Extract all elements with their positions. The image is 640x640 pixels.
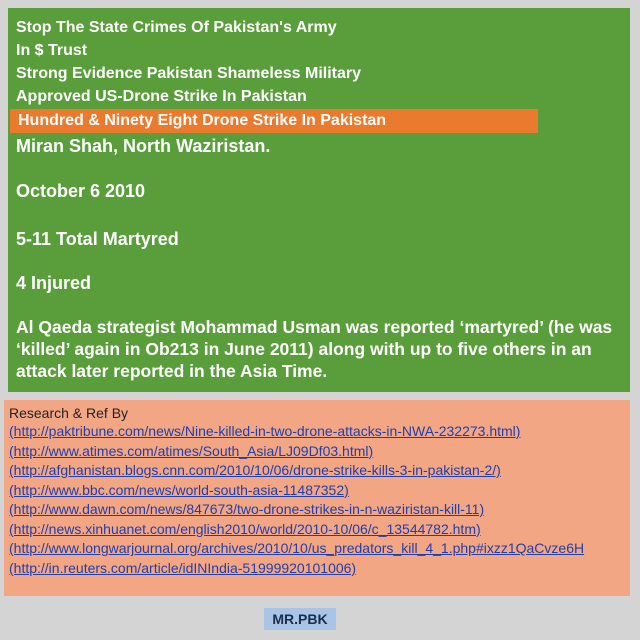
references-panel (4, 400, 630, 596)
reference-item[interactable] (9, 539, 621, 559)
headline-line-1: Stop The State Crimes Of Pakistan's Army (16, 19, 337, 36)
headline-line-4: Approved US-Drone Strike In Pakistan (16, 88, 307, 105)
reference-item[interactable] (9, 559, 630, 579)
reference-link[interactable]: (http://www.atimes.com/atimes/South_Asia/LJ09Df03.html) (9, 442, 374, 459)
note-paragraph: Al Qaeda strategist Mohammad Usman was reported ‘martyred’ (he was ‘killed’ again in Ob213 in June 2011) along with up to five others in an attack later reported in the Asia Time. (16, 317, 613, 381)
reference-item[interactable] (9, 461, 630, 481)
reference-item[interactable] (9, 442, 630, 462)
reference-link[interactable]: (http://www.dawn.com/news/847673/two-drone-strikes-in-n-waziristan-kill-11) (9, 501, 485, 517)
reference-item[interactable] (9, 481, 630, 501)
reference-link[interactable]: (http://afghanistan.blogs.cnn.com/2010/10/06/drone-strike-kills-3-in-pakistan-2/) (9, 462, 501, 478)
location-text: Miran Shah, North Waziristan. (16, 136, 271, 156)
headline-line-2: In $ Trust (16, 42, 88, 59)
main-panel (8, 8, 630, 392)
reference-link[interactable]: (http://news.xinhuanet.com/english2010/world/2010-10/06/c_13544782.htm) (9, 520, 481, 537)
highlight-banner: Hundred & Ninety Eight Drone Strike In Pakistan (10, 109, 538, 133)
reference-link[interactable]: (http://in.reuters.com/article/idINIndia-51999920101006) (9, 559, 357, 576)
signature-badge: MR.PBK (264, 608, 336, 630)
references-title: Research & Ref By (9, 405, 129, 421)
reference-item[interactable] (9, 422, 630, 442)
reference-item[interactable] (9, 520, 630, 540)
reference-item[interactable] (9, 500, 630, 520)
injured-count: 4 Injured (16, 273, 92, 293)
reference-link[interactable]: (http://paktribune.com/news/Nine-killed-in-two-drone-attacks-in-NWA-232273.html) (9, 423, 521, 439)
reference-link[interactable]: (http://www.bbc.com/news/world-south-asia-11487352) (9, 481, 349, 498)
reference-link[interactable]: (http://www.longwarjournal.org/archives/2010/10/us_predators_kill_4_1.php#ixzz1QaCvze6H (9, 540, 585, 556)
headline-line-3: Strong Evidence Pakistan Shameless Military (16, 65, 362, 82)
martyred-count: 5-11 Total Martyred (16, 229, 179, 249)
reference-list (9, 422, 630, 578)
date-text: October 6 2010 (16, 181, 146, 201)
